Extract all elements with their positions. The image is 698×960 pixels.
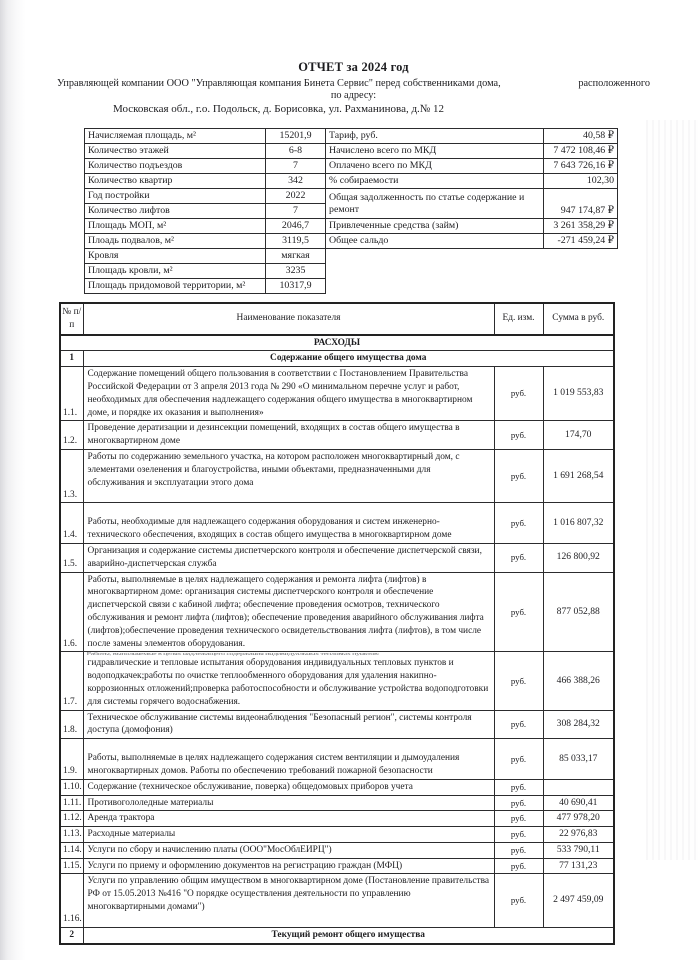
row-name	[83, 795, 494, 811]
info-label: Тариф, руб.	[326, 129, 544, 144]
row-number: 1.16.	[60, 874, 83, 927]
group-row	[60, 927, 614, 943]
info-empty	[326, 249, 618, 264]
row-sum: 1 016 807,32	[543, 503, 614, 544]
scan-artifact-streak	[646, 120, 698, 860]
info-empty	[326, 264, 618, 279]
row-unit: руб.	[494, 421, 543, 450]
info-value: 342	[266, 174, 326, 189]
row-sum: 22 976,83	[543, 827, 614, 843]
info-label: Оплачено всего по МКД	[326, 159, 544, 174]
info-label: Год постройки	[85, 189, 266, 204]
row-number: 1.10.	[60, 779, 83, 795]
info-value: 7 472 108,46 ₽	[544, 144, 618, 159]
info-row	[85, 279, 618, 294]
row-unit: руб.	[494, 811, 543, 827]
row-name	[83, 779, 494, 795]
group-row	[60, 351, 614, 367]
info-value: 40,58 ₽	[544, 129, 618, 144]
expense-row	[60, 874, 614, 927]
row-number: 1.5.	[60, 543, 83, 572]
row-sum: 174,70	[543, 421, 614, 450]
expense-row	[60, 449, 614, 502]
info-value: 3 261 358,29 ₽	[544, 219, 618, 234]
row-name	[83, 543, 494, 572]
info-row	[85, 219, 618, 234]
info-label: Привлеченные средства (займ)	[326, 219, 544, 234]
info-empty	[326, 279, 618, 294]
expense-row	[60, 367, 614, 421]
row-name	[83, 421, 494, 450]
info-label: Количество лифтов	[85, 204, 266, 219]
row-sum	[543, 779, 614, 795]
info-value: 3235	[266, 264, 326, 279]
expenses-table-header	[60, 303, 614, 335]
row-sum: 77 131,23	[543, 858, 614, 874]
row-sum: 126 800,92	[543, 543, 614, 572]
info-label: Количество подъездов	[85, 159, 266, 174]
row-name	[83, 449, 494, 502]
row-name	[83, 858, 494, 874]
info-label: Площадь кровли, м²	[85, 264, 266, 279]
row-unit: руб.	[494, 367, 543, 421]
info-value: 3119,5	[266, 234, 326, 249]
group-title: Содержание общего имущества дома	[83, 351, 614, 367]
info-value: 7	[266, 204, 326, 219]
expenses-table	[59, 302, 615, 945]
row-name-text: Услуги по управлению общим имуществом в многоквартирном доме (Постановление правительства РФ от 15.05.2013 №416 "О порядке осуществления деятельности по управлению многоквартирными домами")	[87, 876, 490, 913]
row-unit: руб.	[494, 779, 543, 795]
row-sum: 466 388,26	[543, 652, 614, 710]
row-sum: 1 019 553,83	[543, 367, 614, 421]
group-title: Текущий ремонт общего имущества	[83, 927, 614, 943]
group-number: 1	[60, 351, 83, 367]
address-label: по адресу:	[330, 90, 377, 101]
row-name	[83, 874, 494, 927]
row-name-text: Противогололедные материалы	[87, 797, 214, 808]
row-number: 1.14.	[60, 842, 83, 858]
col-header-num: № п/п	[60, 303, 83, 335]
info-value: мягкая	[266, 249, 326, 264]
info-label: Общее сальдо	[326, 234, 544, 249]
info-label: Плоадь подвалов, м²	[85, 234, 266, 249]
row-name-text: Работы по содержанию земельного участка, на котором расположен многоквартирный дом, с элементами озеленения и благоустройства, иными объектами, предназначенными для обслуживания и эксплуатации этого дома	[87, 451, 460, 488]
info-label: Начислено всего по МКД	[326, 144, 544, 159]
info-row	[85, 144, 618, 159]
row-name-text: Услуги по приему и оформлению документов на регистрацию граждан (МФЦ)	[87, 860, 403, 871]
info-value: 102,30	[544, 174, 618, 189]
info-value: -271 459,24 ₽	[544, 234, 618, 249]
row-name	[83, 811, 494, 827]
row-name	[83, 842, 494, 858]
info-value: 10317,9	[266, 279, 326, 294]
row-name-text: Техническое обслуживание системы видеонаблюдения "Безопасный регион", системы контроля доступа (домофония)	[87, 712, 472, 736]
row-name-text: Работы, выполняемые в целях надлежащего содержания и ремонта лифта (лифтов) в многоквартирном доме: организация системы диспетчерского контроля и обеспечение диспетчерской связи с кабиной лифта; обеспечение проведения осмотров, технического обслуживания и ремонт лифта (лифтов); обеспечение проведения аварийного обслуживания лифта (лифтов);обеспечение проведения технического освидетельствования лифта (лифтов), в том числе после замены элементов оборудования.	[87, 574, 484, 649]
col-header-unit: Ед. изм.	[494, 303, 543, 335]
row-number: 1.15.	[60, 858, 83, 874]
info-value: 947 174,87 ₽	[544, 189, 618, 219]
col-header-sum: Сумма в руб.	[543, 303, 614, 335]
row-name-text: Работы, необходимые для надлежащего содержания оборудования и систем инженерно-технического обеспечения, входящих в состав общего имущества в многоквартирном доме	[87, 517, 452, 541]
expense-row	[60, 421, 614, 450]
info-value: 2046,7	[266, 219, 326, 234]
info-label: Кровля	[85, 249, 266, 264]
info-label: Площадь придомовой территории, м²	[85, 279, 266, 294]
expense-row	[60, 811, 614, 827]
section-title: РАСХОДЫ	[60, 335, 614, 351]
row-number: 1.8.	[60, 710, 83, 739]
row-name	[83, 710, 494, 739]
info-row	[85, 249, 618, 264]
row-name-text: Содержание помещений общего пользования в соответствии с Постановлением Правительства Российской Федерации от 3 апреля 2013 года № 290 «О минимальном перечне услуг и работ, необходимых для обеспечения надлежащего содержания общего имущества в многоквартирном доме, и порядке их оказания и выполнения»	[87, 369, 473, 418]
row-number: 1.13.	[60, 827, 83, 843]
row-name	[83, 739, 494, 780]
expense-row	[60, 572, 614, 652]
subtitle-right: расположенного	[578, 78, 650, 89]
row-unit: руб.	[494, 842, 543, 858]
row-sum: 2 497 459,09	[543, 874, 614, 927]
row-number: 1.9.	[60, 739, 83, 780]
info-label: Общая задолженность по статье содержание и ремонт	[326, 189, 544, 219]
building-info-body	[85, 129, 618, 294]
row-number: 1.12.	[60, 811, 83, 827]
row-sum: 40 690,41	[543, 795, 614, 811]
row-sum: 477 978,20	[543, 811, 614, 827]
expense-row	[60, 795, 614, 811]
info-value: 7 643 726,16 ₽	[544, 159, 618, 174]
info-row	[85, 159, 618, 174]
row-number: 1.7.	[60, 652, 83, 710]
info-label: Начисляемая площадь, м²	[85, 129, 266, 144]
row-unit: руб.	[494, 449, 543, 502]
row-name-text: Аренда трактора	[87, 813, 155, 824]
row-unit: руб.	[494, 858, 543, 874]
row-name-text: гидравлические и тепловые испытания оборудования индивидуальных тепловых пунктов и водоподкачек;работы по очистке теплообменного оборудования для удаления накипно-коррозионных отложений;проверка работоспособности и обслуживание устройства водоподготовки для системы горячего водоснабжения.	[87, 658, 489, 707]
row-sum: 1 691 268,54	[543, 449, 614, 502]
expense-row	[60, 710, 614, 739]
row-number: 1.3.	[60, 449, 83, 502]
info-value: 15201,9	[266, 129, 326, 144]
row-sum: 85 033,17	[543, 739, 614, 780]
section-row	[60, 335, 614, 351]
info-row	[85, 234, 618, 249]
expense-row	[60, 739, 614, 780]
row-name-text: Проведение дератизации и дезинсекции помещений, входящих в состав общего имущества в многоквартирном доме	[87, 423, 460, 447]
expenses-table-body	[60, 335, 614, 944]
row-sum: 533 790,11	[543, 842, 614, 858]
expense-row	[60, 827, 614, 843]
row-name	[83, 652, 494, 710]
row-name-text: Расходные материалы	[87, 829, 176, 840]
info-label: Количество квартир	[85, 174, 266, 189]
row-unit: руб.	[494, 503, 543, 544]
row-unit: руб.	[494, 827, 543, 843]
doc-header	[57, 60, 650, 115]
info-row	[85, 129, 618, 144]
row-name-text: Содержание (техническое обслуживание, поверка) общедомовых приборов учета	[87, 781, 413, 792]
expense-row	[60, 503, 614, 544]
group-number: 2	[60, 927, 83, 943]
row-number: 1.2.	[60, 421, 83, 450]
info-value: 2022	[266, 189, 326, 204]
col-header-name: Наименование показателя	[83, 303, 494, 335]
row-unit: руб.	[494, 710, 543, 739]
row-name-text: Организация и содержание системы диспетчерского контроля и обеспечение диспетчерской связи, аварийно-диспетчерская служба	[87, 545, 482, 569]
info-value: 7	[266, 159, 326, 174]
row-unit: руб.	[494, 874, 543, 927]
row-unit: руб.	[494, 795, 543, 811]
info-label: Количество этажей	[85, 144, 266, 159]
expense-row	[60, 842, 614, 858]
row-unit: руб.	[494, 572, 543, 652]
row-unit: руб.	[494, 739, 543, 780]
row-name	[83, 503, 494, 544]
info-label: % собираемости	[326, 174, 544, 189]
row-name	[83, 827, 494, 843]
expense-row	[60, 543, 614, 572]
artifact-line: Работы, выполняемые в целях надлежащего содержания индивидуальных тепловых пунктов:	[86, 651, 380, 657]
info-row	[85, 264, 618, 279]
info-row	[85, 189, 618, 204]
row-number: 1.1.	[60, 367, 83, 421]
info-row	[85, 174, 618, 189]
building-info-table	[84, 128, 618, 294]
row-unit: руб.	[494, 652, 543, 710]
row-name	[83, 367, 494, 421]
expense-row	[60, 652, 614, 710]
info-value: 6-8	[266, 144, 326, 159]
row-name-text: Работы, выполняемые в целях надлежащего содержания систем вентиляции и дымоудаления многоквартирных домов. Работы по обеспечению требований пожарной безопасности	[87, 753, 460, 776]
row-sum: 308 284,32	[543, 710, 614, 739]
row-number: 1.6.	[60, 572, 83, 652]
subtitle-left: Управляющей компании ООО "Управляющая компания Бинета Сервис" перед собственниками дома,	[57, 78, 501, 89]
row-sum: 877 052,88	[543, 572, 614, 652]
row-unit: руб.	[494, 543, 543, 572]
expense-row	[60, 779, 614, 795]
row-number: 1.4.	[60, 503, 83, 544]
report-title: ОТЧЕТ за 2024 год	[298, 60, 409, 74]
expense-row	[60, 858, 614, 874]
row-name-text: Услуги по сбору и начислению платы (ООО"МосОблЕИРЦ")	[87, 844, 332, 855]
row-number: 1.11.	[60, 795, 83, 811]
info-label: Площадь МОП, м²	[85, 219, 266, 234]
report-subtitle	[57, 78, 650, 89]
address-line: Московская обл., г.о. Подольск, д. Борисовка, ул. Рахманинова, д.№ 12	[112, 103, 445, 115]
